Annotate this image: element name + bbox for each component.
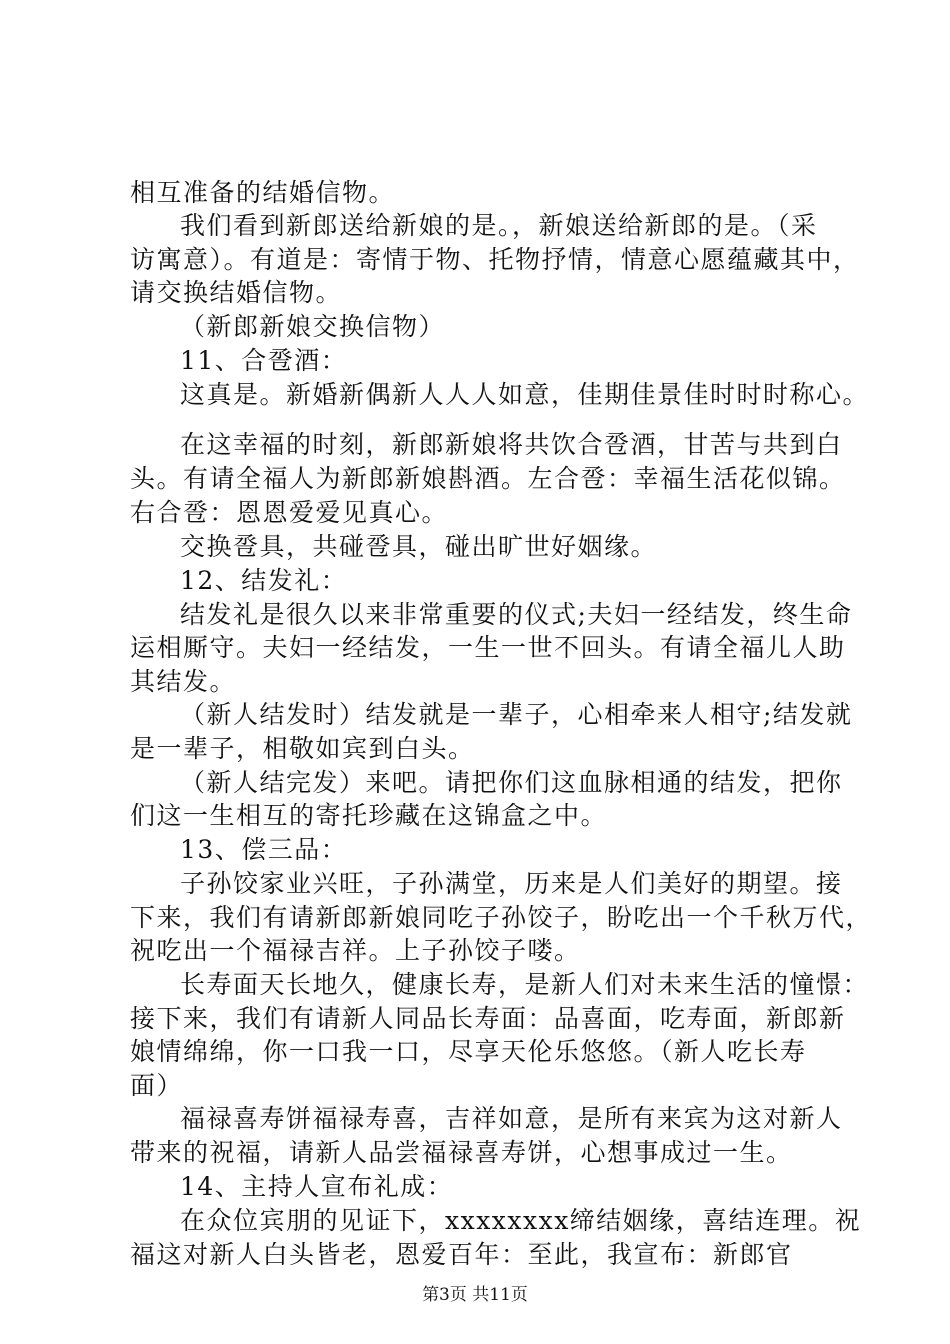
text-line: （新郎新娘交换信物） — [180, 312, 446, 341]
text-line: 下来，我们有请新郎新娘同吃子孙饺子，盼吃出一个千秋万代， — [130, 903, 873, 932]
text-line: 祝吃出一个福禄吉祥。上子孙饺子喽。 — [130, 936, 581, 965]
text-line: 是一辈子，相敬如宾到白头。 — [130, 734, 475, 763]
text-line: 娘情绵绵，你一口我一口，尽享天伦乐悠悠。（新人吃长寿 — [130, 1037, 807, 1066]
text-line: 头。有请全福人为新郎新娘斟酒。左合卺：幸福生活花似锦。 — [130, 464, 846, 493]
text-line: 福禄喜寿饼福禄寿喜，吉祥如意，是所有来宾为这对新人 — [180, 1104, 843, 1133]
text-line: 结发礼是很久以来非常重要的仪式;夫妇一经结发，终生命 — [180, 600, 853, 629]
page-footer: 第3页 共11页 — [422, 1285, 528, 1305]
text-line: 右合卺：恩恩爱爱见真心。 — [130, 498, 449, 527]
text-line: 我们看到新郎送给新娘的是。，新娘送给新郎的是。（采 — [180, 211, 818, 240]
text-line: 14、主持人宣布礼成： — [180, 1172, 454, 1201]
text-line: 其结发。 — [130, 667, 237, 696]
text-line: 13、偿三品： — [180, 835, 348, 864]
text-line: 福这对新人白头皆老，恩爱百年：至此，我宣布：新郎官 — [130, 1240, 793, 1269]
text-line: （新人结完发）来吧。请把你们这血脉相通的结发，把你 — [180, 768, 843, 797]
text-line: 访寓意）。有道是：寄情于物、托物抒情，情意心愿蕴藏其中， — [130, 245, 860, 274]
text-line: 12、结发礼： — [180, 566, 348, 595]
text-line: 在众位宾朋的见证下，xxxxxxxx缔结姻缘，喜结连理。祝 — [180, 1206, 862, 1235]
text-line: 相互准备的结婚信物。 — [130, 178, 396, 207]
text-line: 11、合卺酒： — [180, 346, 348, 375]
text-line: 带来的祝福，请新人品尝福禄喜寿饼，心想事成过一生。 — [130, 1138, 793, 1167]
text-line: 接下来，我们有请新人同品长寿面：品喜面，吃寿面，新郎新 — [130, 1004, 846, 1033]
text-line: 这真是。新婚新偶新人人人如意，佳期佳景佳时时时称心。 — [180, 380, 870, 409]
text-line: （新人结发时）结发就是一辈子，心相牵来人相守;结发就 — [180, 700, 853, 729]
text-line: 长寿面天长地久，健康长寿，是新人们对未来生活的憧憬： — [180, 970, 870, 999]
text-line: 交换卺具，共碰卺具，碰出旷世好姻缘。 — [180, 532, 658, 561]
text-line: 们这一生相互的寄托珍藏在这锦盒之中。 — [130, 801, 608, 830]
text-line: 子孙饺家业兴旺，子孙满堂，历来是人们美好的期望。接 — [180, 869, 843, 898]
text-line: 在这幸福的时刻，新郎新娘将共饮合卺酒，甘苦与共到白 — [180, 430, 843, 459]
text-line: 运相厮守。夫妇一经结发，一生一世不回头。有请全福儿人助 — [130, 633, 846, 662]
text-line: 请交换结婚信物。 — [130, 278, 343, 307]
text-line: 面） — [130, 1071, 184, 1100]
